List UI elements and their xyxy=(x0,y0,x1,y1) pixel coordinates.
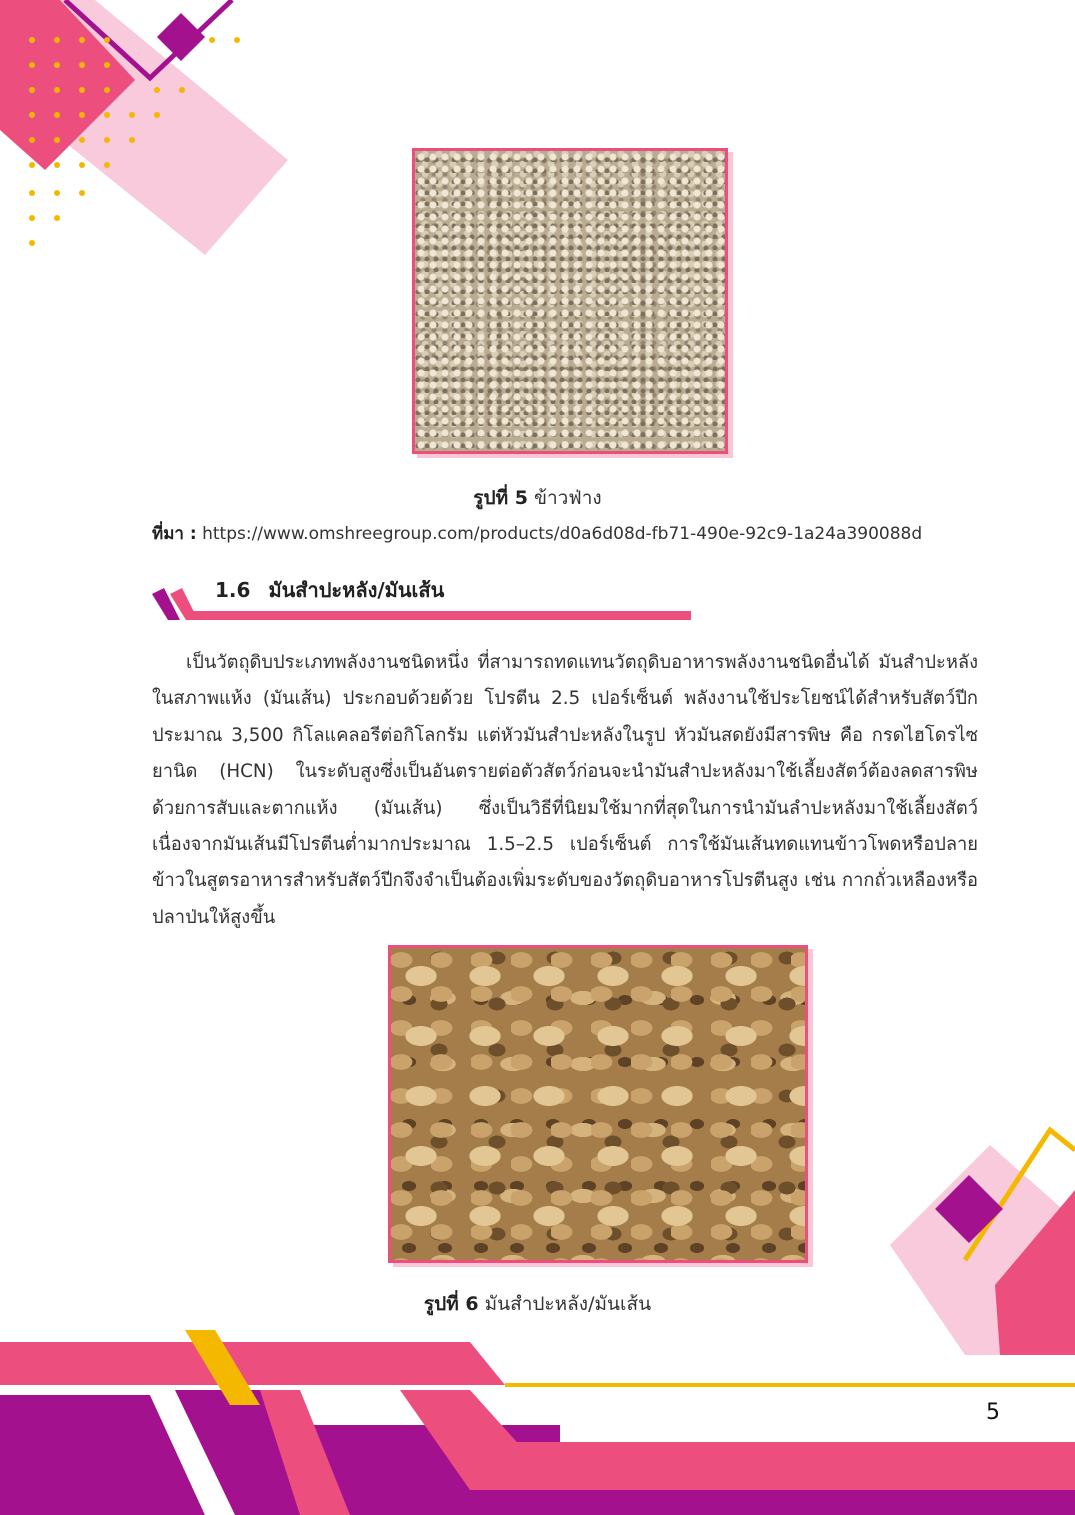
section-title: มันสำปะหลัง/มันเส้น xyxy=(268,578,445,602)
figure-5-label: รูปที่ 5 xyxy=(473,487,528,509)
figure-5-caption xyxy=(0,483,1075,513)
figure-6-caption-text: มันสำปะหลัง/มันเส้น xyxy=(484,1293,652,1315)
top-left-decoration xyxy=(0,0,300,270)
source-url[interactable]: https://www.omshreegroup.com/products/d0a6d08d-fb71-490e-92c9-1a24a390088d xyxy=(202,524,923,544)
section-heading-slash-icon xyxy=(150,586,210,626)
bottom-band-decoration xyxy=(0,1330,1075,1515)
bottom-right-decoration xyxy=(890,1125,1075,1355)
source-label: ที่มา : xyxy=(152,524,197,544)
section-number: 1.6 xyxy=(215,578,251,602)
millet-photo xyxy=(412,148,728,454)
figure-5-caption-text: ข้าวฟ่าง xyxy=(533,487,602,509)
figure-6-label: รูปที่ 6 xyxy=(423,1293,479,1315)
section-heading xyxy=(215,574,444,606)
body-paragraph: เป็นวัตถุดิบประเภทพลังงานชนิดหนึ่ง ที่สามารถทดแทนวัตถุดิบอาหารพลังงานชนิดอื่นได้ มันสำปะหลังในสภาพแห้ง (มันเส้น) ประกอบด้วยด้วย โปรตีน 2.5 เปอร์เซ็นต์ พลังงานใช้ประโยชน์ได้สำหรับสัตว์ปีกประมาณ 3,500 กิโลแคลอรีต่อกิโลกรัม แต่หัวมันสำปะหลังในรูป หัวมันสดยังมีสารพิษ คือ กรดไฮโดรไซยานิด (HCN) ในระดับสูงซึ่งเป็นอันตรายต่อตัวสัตว์ก่อนจะนำมันสำปะหลังมาใช้เลี้ยงสัตว์ต้องลดสารพิษ ด้วยการสับและตากแห้ง (มันเส้น) ซึ่งเป็นวิธีที่นิยมใช้มากที่สุดในการนำมันลำปะหลังมาใช้เลี้ยงสัตว์ เนื่องจากมันเส้นมีโปรตีนต่ำมากประมาณ 1.5–2.5 เปอร์เซ็นต์ การใช้มันเส้นทดแทนข้าวโพดหรือปลายข้าวในสูตรอาหารสำหรับสัตว์ปีกจึงจำเป็นต้องเพิ่มระดับของวัตถุดิบอาหารโปรตีนสูง เช่น กากถั่วเหลืองหรือปลาป่นให้สูงขึ้น xyxy=(152,652,978,928)
figure-5-source xyxy=(152,520,922,547)
section-underline xyxy=(188,611,691,620)
cassava-photo xyxy=(388,945,808,1263)
body-text xyxy=(152,645,978,936)
page-number: 5 xyxy=(986,1400,1000,1425)
